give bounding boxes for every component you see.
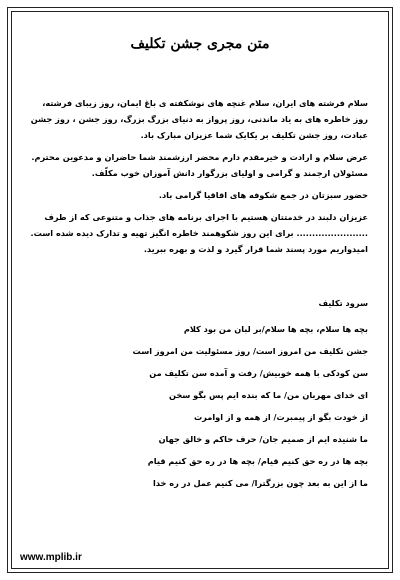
document-body	[28, 95, 368, 497]
paragraph-presence: حضور سبزتان در جمع شکوفه های اقاقیا گرامی باد.	[158, 190, 368, 200]
footer-url: www.mplib.ir	[20, 552, 82, 563]
poem-line: سن کودکی با همه خوبیش/ رفت و آمده سن تکلیف من	[149, 368, 368, 378]
paragraph-greeting: سلام فرشته های ایران، سلام غنچه های نوشکفته ی باغ ایمان، روز زیبای فرشته، روز خاطره های به یاد ماندنی، روز پرواز به دنیای بزرگ بزرگ، روز جشن ، روز جشن عبادت، روز جشن تکلیف بر یکایک شما عزیزان مبارک باد.	[30, 98, 368, 140]
poem-line: ای خدای مهربان من/ ما که بنده ایم پس بگو سخن	[169, 390, 368, 400]
poem-line: ما از این به بعد چون بزرگترا/ می کنیم عمل در ره خدا	[153, 478, 368, 488]
paragraph-program: عزیزان دلبند در خدمتتان هستیم با اجرای برنامه های جذاب و متنوعی که از طرف ....................... برای این روز شکوهمند خاطره انگیز تهیه و تدارک دیده شده است. امیدواریم مورد پسند شما قرار گیرد و لذت و بهره ببرید.	[30, 212, 368, 254]
poem-line: بچه ها در ره حق کنیم قیام/ بچه ها در ره حق کنیم قیام	[147, 456, 368, 466]
poem-line: از خودت بگو از پیمبرت/ از همه و از اوامرت	[193, 412, 368, 422]
poem-title: سرود تکلیف	[318, 298, 368, 308]
poem-line: جشن تکلیف من امروز است/ روز مسئولیت من امروز است	[132, 346, 368, 356]
poem-line: ما شنیده ایم از صمیم جان/ حرف حاکم و خالق جهان	[158, 434, 368, 444]
poem-line: بچه ها سلام، بچه ها سلام/بر لبان من بود کلام	[183, 324, 368, 334]
document-title: متن مجری جشن تکلیف	[130, 36, 270, 52]
paragraph-welcome: عرض سلام و ارادت و خیرمقدم دارم محضر ارزشمند شما حاضران و مدعوین محترم. مسئولان ارجمند و گرامی و اولیای بزرگوار دانش آموزان خوب مکلّف.	[31, 152, 368, 178]
